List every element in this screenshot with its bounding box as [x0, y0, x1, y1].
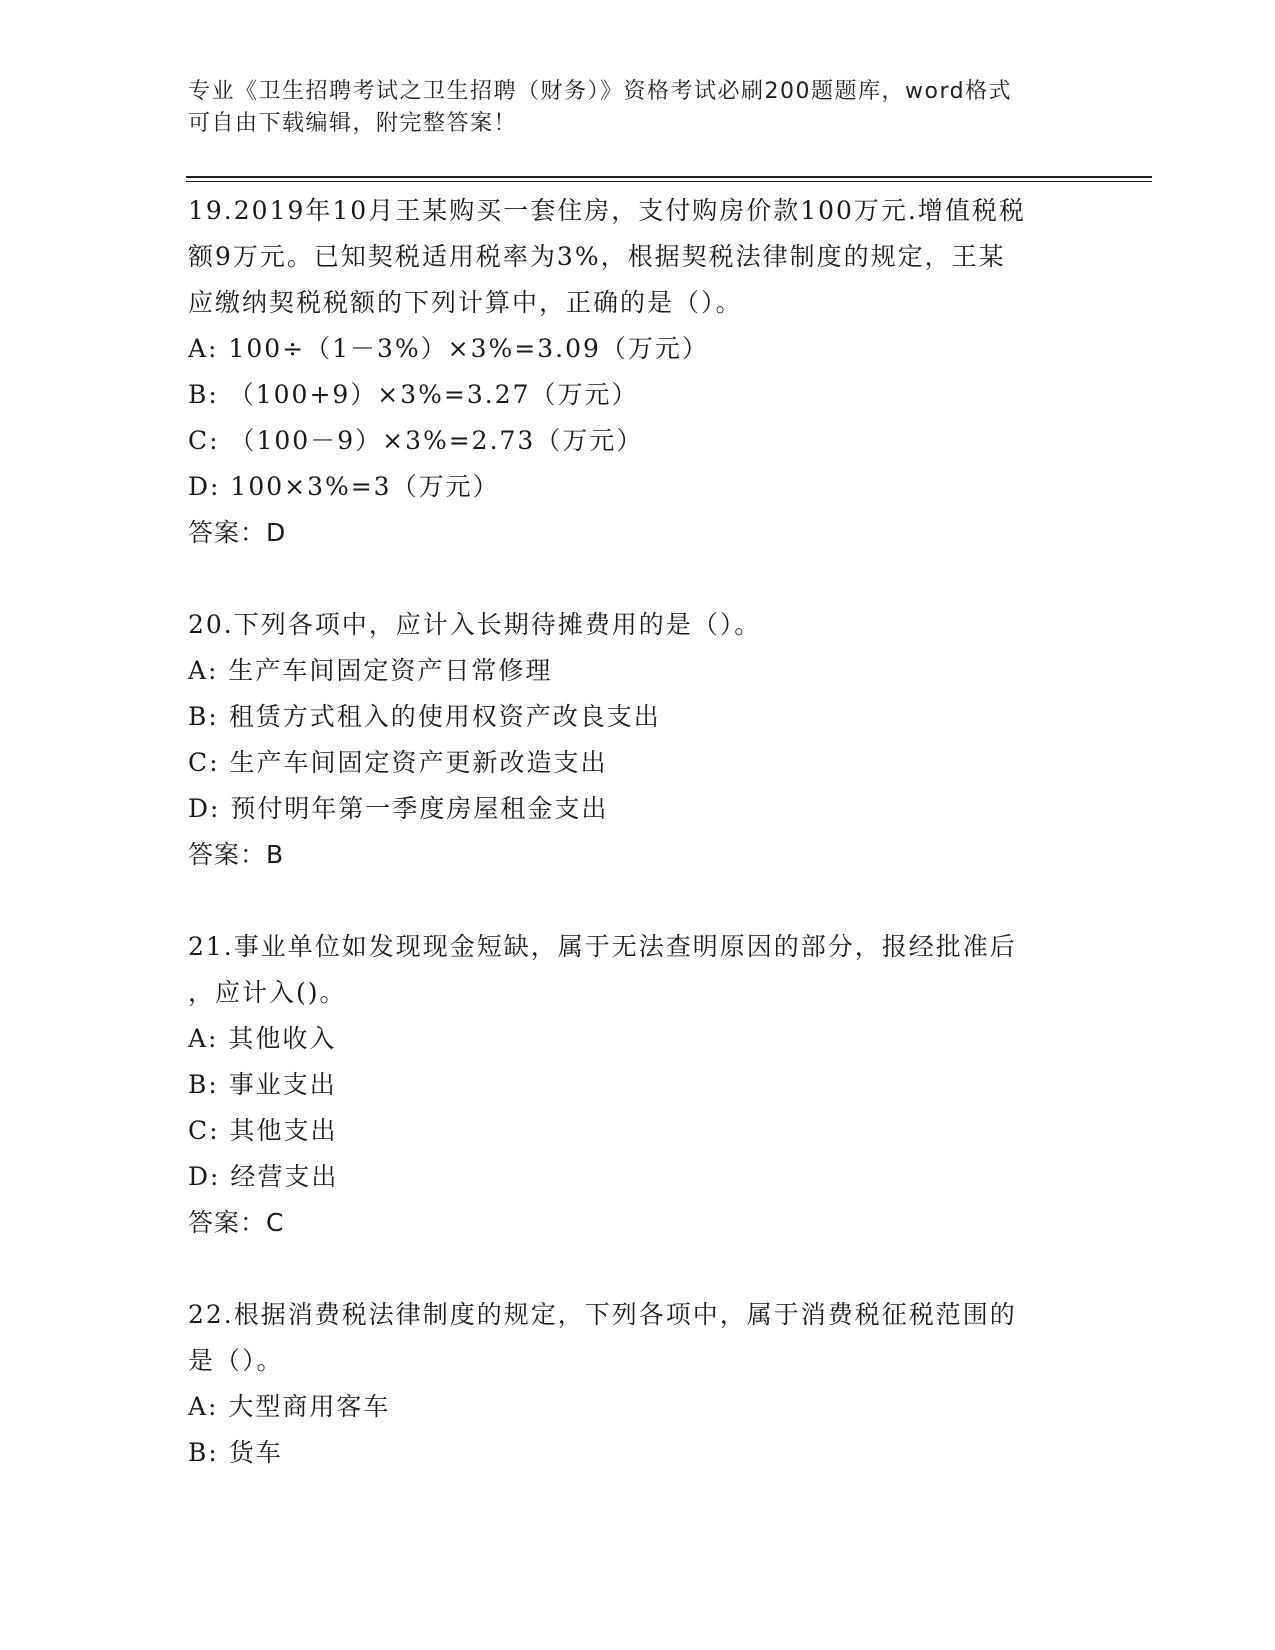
- question-20: [188, 602, 1088, 878]
- question-list: [188, 188, 1088, 1476]
- document-header: [188, 76, 1088, 140]
- header-divider-thick: [186, 176, 1152, 178]
- option-c: C: （100－9）×3%=2.73（万元）: [188, 426, 644, 455]
- question-text-line: 19.2019年10月王某购买一套住房，支付购房价款100万元.增值税税: [188, 196, 1026, 225]
- answer-line: 答案：D: [188, 518, 287, 547]
- option-a: A: 大型商用客车: [188, 1392, 391, 1421]
- header-line-2: 可自由下载编辑，附完整答案！: [188, 111, 518, 136]
- question-text-line: 应缴纳契税税额的下列计算中，正确的是（）。: [188, 288, 743, 317]
- question-text-line: 是（）。: [188, 1346, 284, 1375]
- option-a: A: 其他收入: [188, 1024, 337, 1053]
- header-line-1: 专业《卫生招聘考试之卫生招聘（财务）》资格考试必刷200题题库，word格式: [188, 79, 1013, 104]
- answer-line: 答案：B: [188, 840, 285, 869]
- header-divider-thin: [186, 181, 1152, 182]
- question-text-line: 20.下列各项中，应计入长期待摊费用的是（）。: [188, 610, 762, 639]
- question-text-line: ，应计入()。: [188, 978, 347, 1007]
- question-text-line: 22.根据消费税法律制度的规定，下列各项中，属于消费税征税范围的: [188, 1300, 1017, 1329]
- option-b: B: 事业支出: [188, 1070, 337, 1099]
- answer-line: 答案：C: [188, 1208, 285, 1237]
- question-22: [188, 1292, 1088, 1476]
- option-d: D: 100×3%=3（万元）: [188, 472, 500, 501]
- question-19: [188, 188, 1088, 556]
- option-b: B: （100+9）×3%=3.27（万元）: [188, 380, 639, 409]
- option-a: A: 生产车间固定资产日常修理: [188, 656, 553, 685]
- option-a: A: 100÷（1－3%）×3%=3.09（万元）: [188, 334, 709, 363]
- option-b: B: 租赁方式租入的使用权资产改良支出: [188, 702, 661, 731]
- question-text-line: 21.事业单位如发现现金短缺，属于无法查明原因的部分，报经批准后: [188, 932, 1017, 961]
- option-b: B: 货车: [188, 1438, 283, 1467]
- option-c: C: 生产车间固定资产更新改造支出: [188, 748, 608, 777]
- option-c: C: 其他支出: [188, 1116, 338, 1145]
- option-d: D: 预付明年第一季度房屋租金支出: [188, 794, 609, 823]
- question-21: [188, 924, 1088, 1246]
- question-text-line: 额9万元。已知契税适用税率为3%，根据契税法律制度的规定，王某: [188, 242, 1006, 271]
- option-d: D: 经营支出: [188, 1162, 339, 1191]
